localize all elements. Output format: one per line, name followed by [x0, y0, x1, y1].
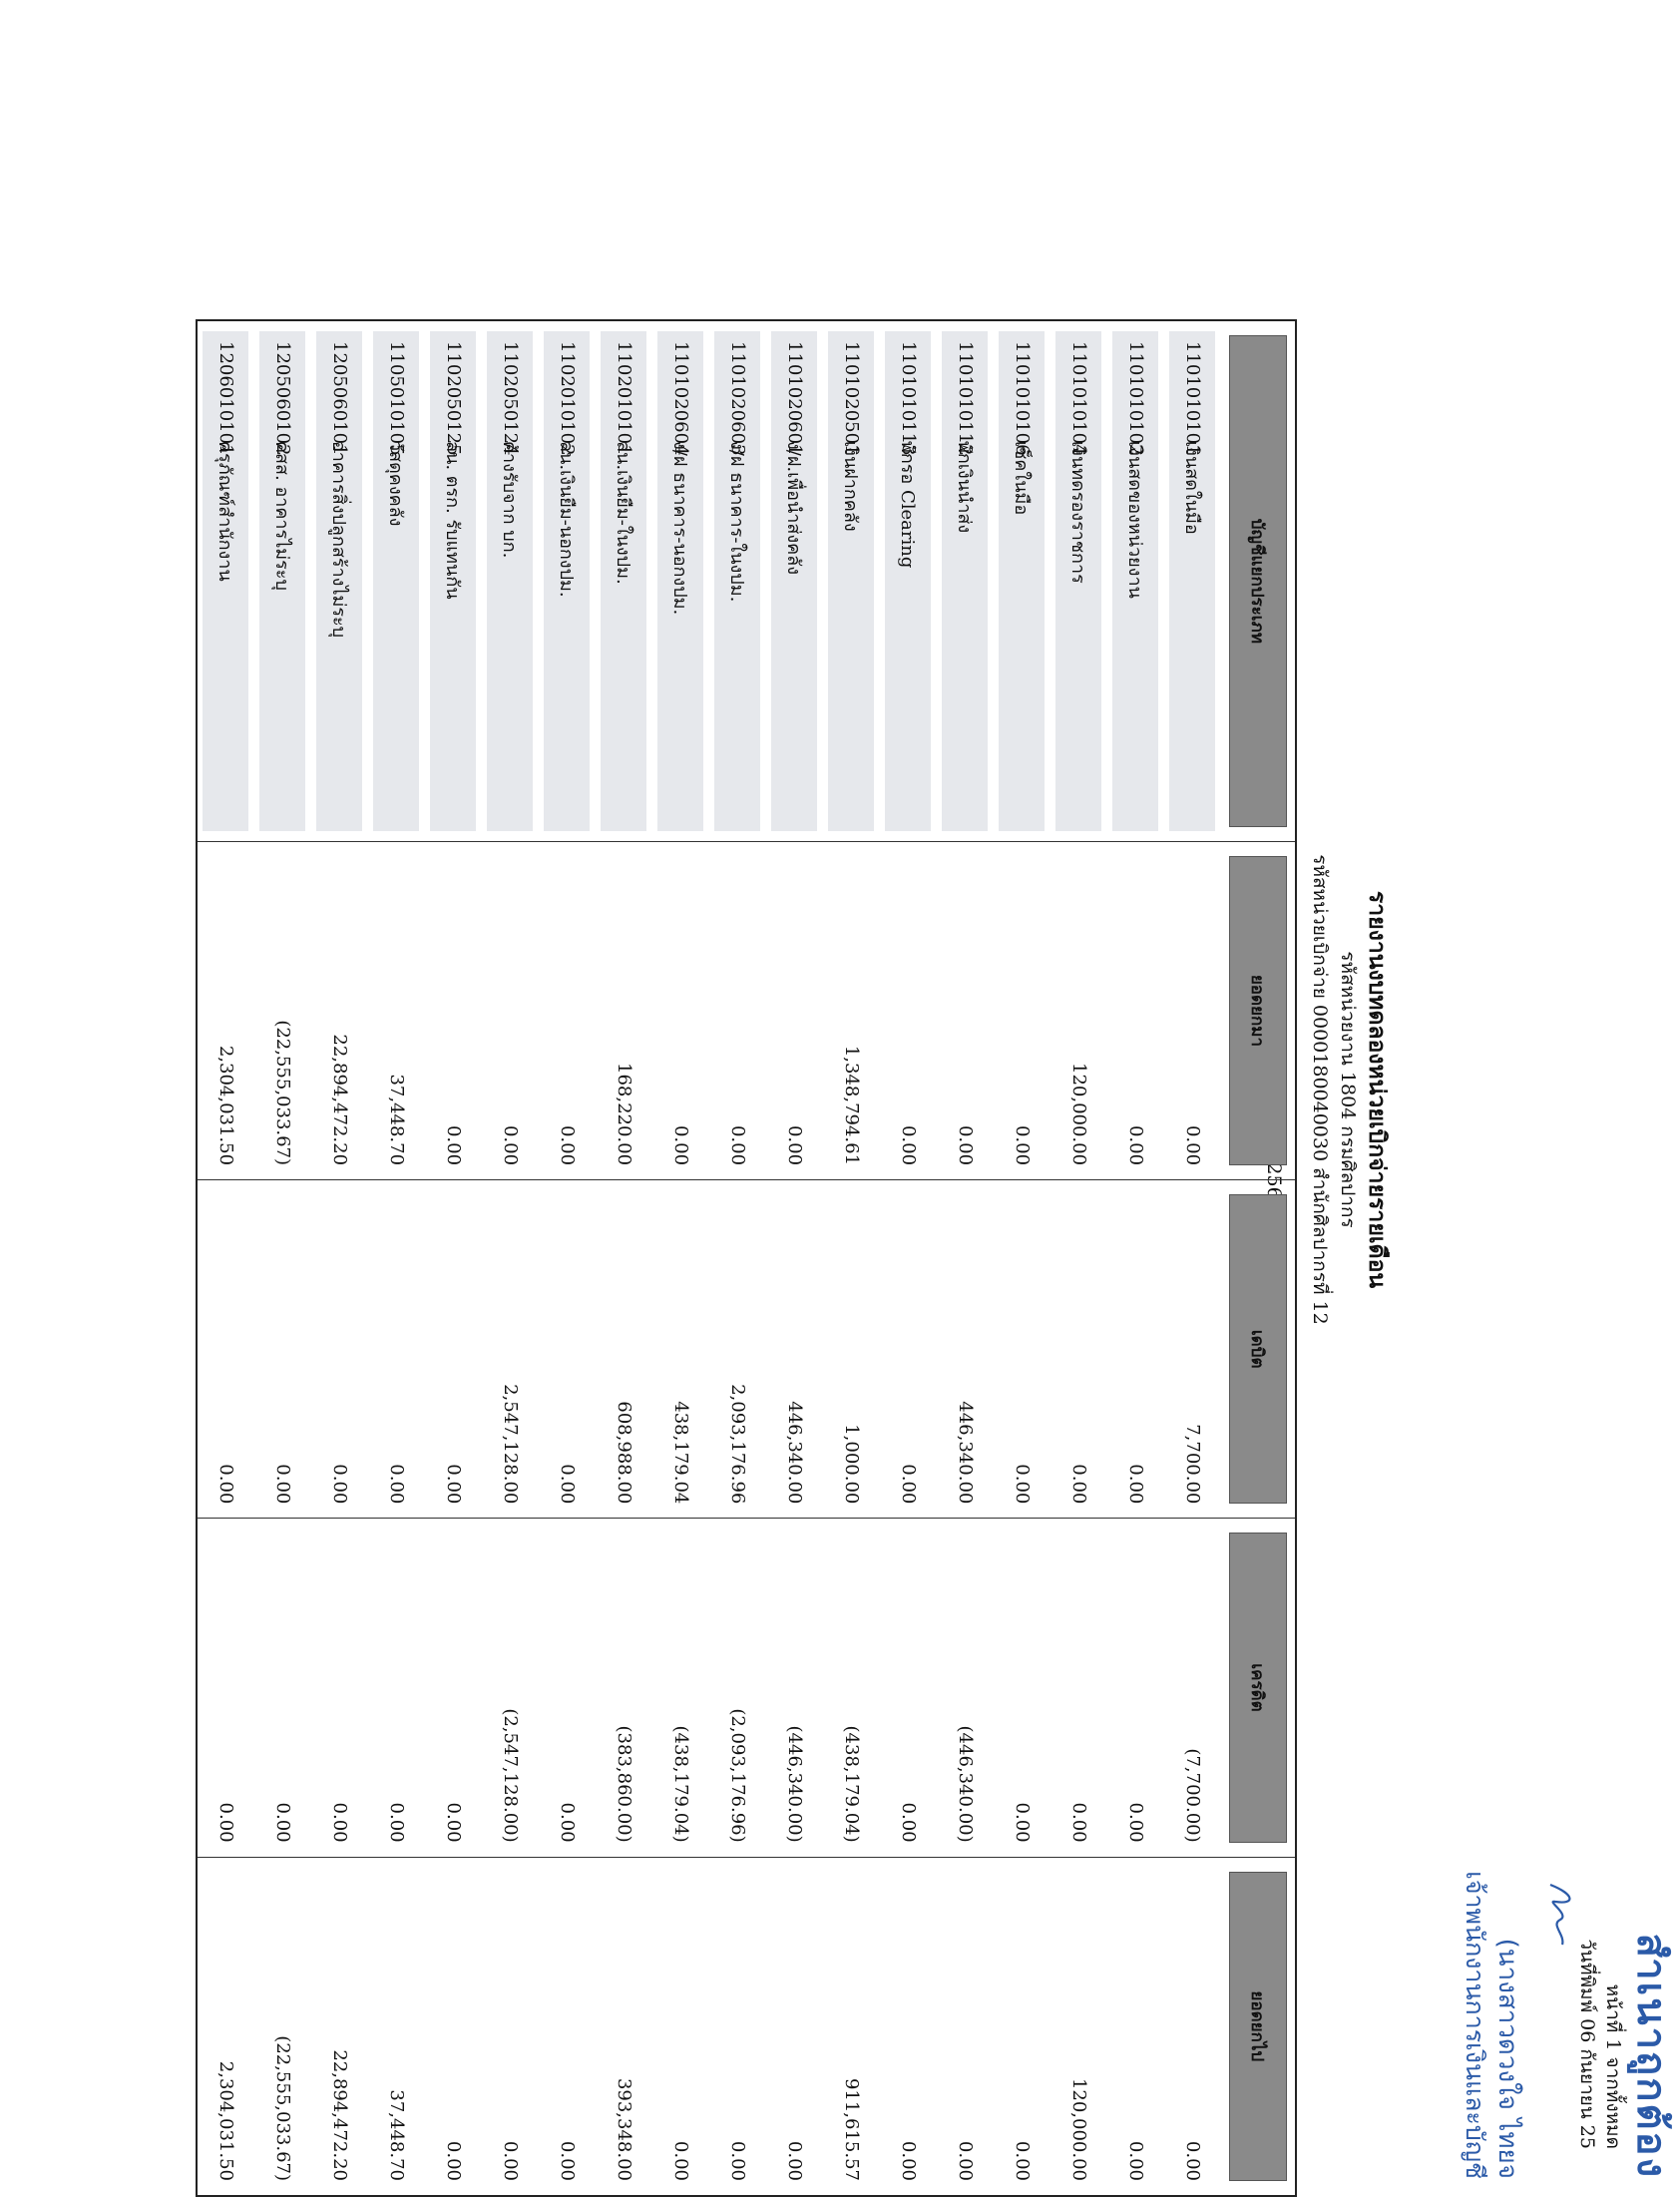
agency-line: รหัสหน่วยงาน 1804 กรมศิลปากร: [1337, 951, 1359, 1228]
account-code: 1101010106: [1012, 341, 1033, 456]
credit-cell: 0.00: [1107, 1519, 1164, 1857]
table-row: [197, 320, 254, 2196]
credit-cell: 0.00: [994, 1519, 1050, 1857]
brought-forward-cell: 0.00: [425, 841, 482, 1179]
carried-forward-cell: 0.00: [652, 1857, 709, 2196]
account-cell: [652, 320, 709, 841]
credit-cell: (438,179.04): [823, 1519, 880, 1857]
carried-forward-cell: 0.00: [994, 1857, 1050, 2196]
debit-cell: 0.00: [880, 1180, 937, 1519]
brought-forward-cell: 2,304,031.50: [197, 841, 254, 1179]
carried-forward-cell: 0.00: [425, 1857, 482, 2196]
col-header-credit: เครดิต: [1229, 1533, 1287, 1842]
account-code: 1101010102: [1125, 341, 1146, 456]
account-cell: [368, 320, 425, 841]
debit-cell: 1,000.00: [823, 1180, 880, 1519]
debit-cell: 0.00: [425, 1180, 482, 1519]
table-row: [368, 320, 425, 2196]
carried-forward-cell: (22,555,033.67): [254, 1857, 311, 2196]
table-row: [1107, 320, 1164, 2196]
account-name: พักเงินนำส่ง: [954, 441, 975, 534]
account-code: 1205060102: [272, 341, 293, 456]
account-name: เงินทดรองราชการ: [1067, 441, 1088, 584]
brought-forward-cell: 0.00: [482, 841, 539, 1179]
certified-copy-stamp: สำเนาถูกต้อง: [1628, 1933, 1674, 2179]
account-code: 1101020501: [841, 341, 862, 456]
brought-forward-cell: 1,348,794.61: [823, 841, 880, 1179]
account-name: อาคารสิ่งปลูกสร้างไม่ระบุ: [328, 441, 349, 639]
disbursement-unit-line: รหัสหน่วยเบิกจ่าย 0000180040030 สำนักศิลปากรที่ 12: [1309, 854, 1331, 1325]
carried-forward-cell: 120,000.00: [1050, 1857, 1107, 2196]
account-cell: [596, 320, 652, 841]
debit-cell: 0.00: [1107, 1180, 1164, 1519]
carried-forward-cell: 0.00: [880, 1857, 937, 2196]
carried-forward-cell: 0.00: [1164, 1857, 1221, 2196]
account-name: เงินฝากคลัง: [840, 441, 861, 532]
account-name: ลน.เงินยืม-นอกงปม.: [556, 441, 577, 598]
col-header-brought-forward: ยอดยกมา: [1229, 856, 1287, 1165]
account-code: 1102010102: [557, 341, 578, 456]
account-code: 1101010112: [955, 341, 976, 456]
brought-forward-cell: (22,555,033.67): [254, 841, 311, 1179]
account-code: 1102050124: [500, 341, 521, 456]
brought-forward-cell: 0.00: [539, 841, 596, 1179]
debit-cell: 2,093,176.96: [709, 1180, 766, 1519]
account-name: คสส. อาคารไม่ระบุ: [271, 441, 292, 591]
page-number: หน้าที่ 1 จากทั้งหมด: [1602, 1983, 1624, 2149]
account-name: ลน. ตรก. รับแทนกัน: [442, 441, 463, 600]
account-cell: [254, 320, 311, 841]
credit-cell: 0.00: [368, 1519, 425, 1857]
account-cell: [994, 320, 1050, 841]
table-row: [766, 320, 823, 2196]
account-name: เช็คในมือ: [1011, 441, 1032, 516]
col-header-debit: เดบิต: [1229, 1194, 1287, 1504]
debit-cell: 0.00: [539, 1180, 596, 1519]
account-code: 1102010101: [614, 341, 634, 456]
account-cell: [1164, 320, 1221, 841]
account-code: 1105010105: [386, 341, 407, 456]
carried-forward-cell: 0.00: [1107, 1857, 1164, 2196]
account-name: ง/ฝ ธนาคาร-ในงปม.: [726, 441, 747, 603]
account-name: ลน.เงินยืม-ในงปม.: [613, 441, 633, 585]
carried-forward-cell: 0.00: [709, 1857, 766, 2196]
brought-forward-cell: 0.00: [709, 841, 766, 1179]
debit-cell: 0.00: [368, 1180, 425, 1519]
debit-cell: 0.00: [994, 1180, 1050, 1519]
account-cell: [709, 320, 766, 841]
table-row: [539, 320, 596, 2196]
credit-cell: (446,340.00): [766, 1519, 823, 1857]
carried-forward-cell: 2,304,031.50: [197, 1857, 254, 2196]
account-cell: [197, 320, 254, 841]
debit-cell: 438,179.04: [652, 1180, 709, 1519]
credit-cell: 0.00: [1050, 1519, 1107, 1857]
trial-balance-table: [196, 319, 1297, 2197]
brought-forward-cell: 0.00: [766, 841, 823, 1179]
debit-cell: 446,340.00: [937, 1180, 994, 1519]
credit-cell: (438,179.04): [652, 1519, 709, 1857]
credit-cell: (2,547,128.00): [482, 1519, 539, 1857]
account-code: 1101010101: [1182, 341, 1203, 456]
credit-cell: (446,340.00): [937, 1519, 994, 1857]
table-row: [652, 320, 709, 2196]
table-row: [425, 320, 482, 2196]
account-name: วัสดุคงคลัง: [385, 441, 406, 527]
account-code: 1101020604: [670, 341, 691, 456]
debit-cell: 0.00: [197, 1180, 254, 1519]
credit-cell: 0.00: [539, 1519, 596, 1857]
col-header-account: บัญชีแยกประเภท: [1229, 335, 1287, 827]
brought-forward-cell: 0.00: [652, 841, 709, 1179]
account-code: 1101010113: [898, 341, 919, 456]
credit-cell: 0.00: [311, 1519, 368, 1857]
account-cell: [1107, 320, 1164, 841]
account-cell: [823, 320, 880, 841]
carried-forward-cell: 393,348.00: [596, 1857, 652, 2196]
brought-forward-cell: 0.00: [880, 841, 937, 1179]
account-cell: [1050, 320, 1107, 841]
table-row: [482, 320, 539, 2196]
account-name: เงินสดในมือ: [1181, 441, 1202, 535]
credit-cell: (7,700.00): [1164, 1519, 1221, 1857]
account-cell: [539, 320, 596, 841]
debit-cell: 0.00: [254, 1180, 311, 1519]
credit-cell: 0.00: [254, 1519, 311, 1857]
carried-forward-cell: 22,894,472.20: [311, 1857, 368, 2196]
account-cell: [482, 320, 539, 841]
account-cell: [425, 320, 482, 841]
account-code: 1205060101: [329, 341, 350, 456]
table-header-row: [1221, 320, 1296, 2196]
debit-cell: 0.00: [1050, 1180, 1107, 1519]
credit-cell: (2,093,176.96): [709, 1519, 766, 1857]
brought-forward-cell: 168,220.00: [596, 841, 652, 1179]
account-cell: [766, 320, 823, 841]
account-name: พักรอ Clearing: [897, 441, 918, 569]
credit-cell: 0.00: [425, 1519, 482, 1857]
credit-cell: (383,860.00): [596, 1519, 652, 1857]
brought-forward-cell: 0.00: [1164, 841, 1221, 1179]
credit-cell: 0.00: [880, 1519, 937, 1857]
brought-forward-cell: 0.00: [1107, 841, 1164, 1179]
carried-forward-cell: 0.00: [539, 1857, 596, 2196]
table-row: [1164, 320, 1221, 2196]
brought-forward-cell: 22,894,472.20: [311, 841, 368, 1179]
signature-mark: [1540, 1880, 1580, 1950]
col-header-carried-forward: ยอดยกไป: [1229, 1872, 1287, 2181]
account-code: 1206010101: [215, 341, 236, 456]
table-row: [311, 320, 368, 2196]
table-row: [709, 320, 766, 2196]
certifier-name: (นางสาวดวงใจ ไทยจ: [1492, 1938, 1522, 2179]
table-row: [937, 320, 994, 2196]
account-name: เงินสดของหน่วยงาน: [1124, 441, 1145, 599]
brought-forward-cell: 37,448.70: [368, 841, 425, 1179]
brought-forward-cell: 0.00: [937, 841, 994, 1179]
debit-cell: 608,988.00: [596, 1180, 652, 1519]
carried-forward-cell: 0.00: [937, 1857, 994, 2196]
table-row: [596, 320, 652, 2196]
debit-cell: 0.00: [311, 1180, 368, 1519]
table-row: [823, 320, 880, 2196]
account-code: 1102050125: [443, 341, 464, 456]
carried-forward-cell: 0.00: [766, 1857, 823, 2196]
account-cell: [937, 320, 994, 841]
print-date: วันที่พิมพ์ 06 กันยายน 25: [1576, 1939, 1598, 2149]
debit-cell: 7,700.00: [1164, 1180, 1221, 1519]
debit-cell: 446,340.00: [766, 1180, 823, 1519]
table-row: [254, 320, 311, 2196]
carried-forward-cell: 0.00: [482, 1857, 539, 2196]
brought-forward-cell: 120,000.00: [1050, 841, 1107, 1179]
account-name: ค้างรับจาก บก.: [499, 441, 520, 559]
table-row: [1050, 320, 1107, 2196]
account-name: ง/ฝ.เพื่อนำส่งคลัง: [783, 441, 804, 575]
certifier-role: เจ้าพนักงานการเงินและบัญชี: [1461, 1871, 1489, 2179]
carried-forward-cell: 37,448.70: [368, 1857, 425, 2196]
table-row: [994, 320, 1050, 2196]
account-cell: [311, 320, 368, 841]
account-name: ครุภัณฑ์สำนักงาน: [214, 441, 235, 582]
carried-forward-cell: 911,615.57: [823, 1857, 880, 2196]
account-cell: [880, 320, 937, 841]
account-name: ง/ฝ ธนาคาร-นอกงปม.: [669, 441, 690, 616]
account-code: 1101020601: [784, 341, 805, 456]
account-code: 1101010104: [1068, 341, 1089, 456]
account-code: 1101020603: [727, 341, 748, 456]
debit-cell: 2,547,128.00: [482, 1180, 539, 1519]
brought-forward-cell: 0.00: [994, 841, 1050, 1179]
report-title: รายงานงบทดลองหน่วยเบิกจ่ายรายเดือน: [1364, 890, 1391, 1289]
table-row: [880, 320, 937, 2196]
credit-cell: 0.00: [197, 1519, 254, 1857]
